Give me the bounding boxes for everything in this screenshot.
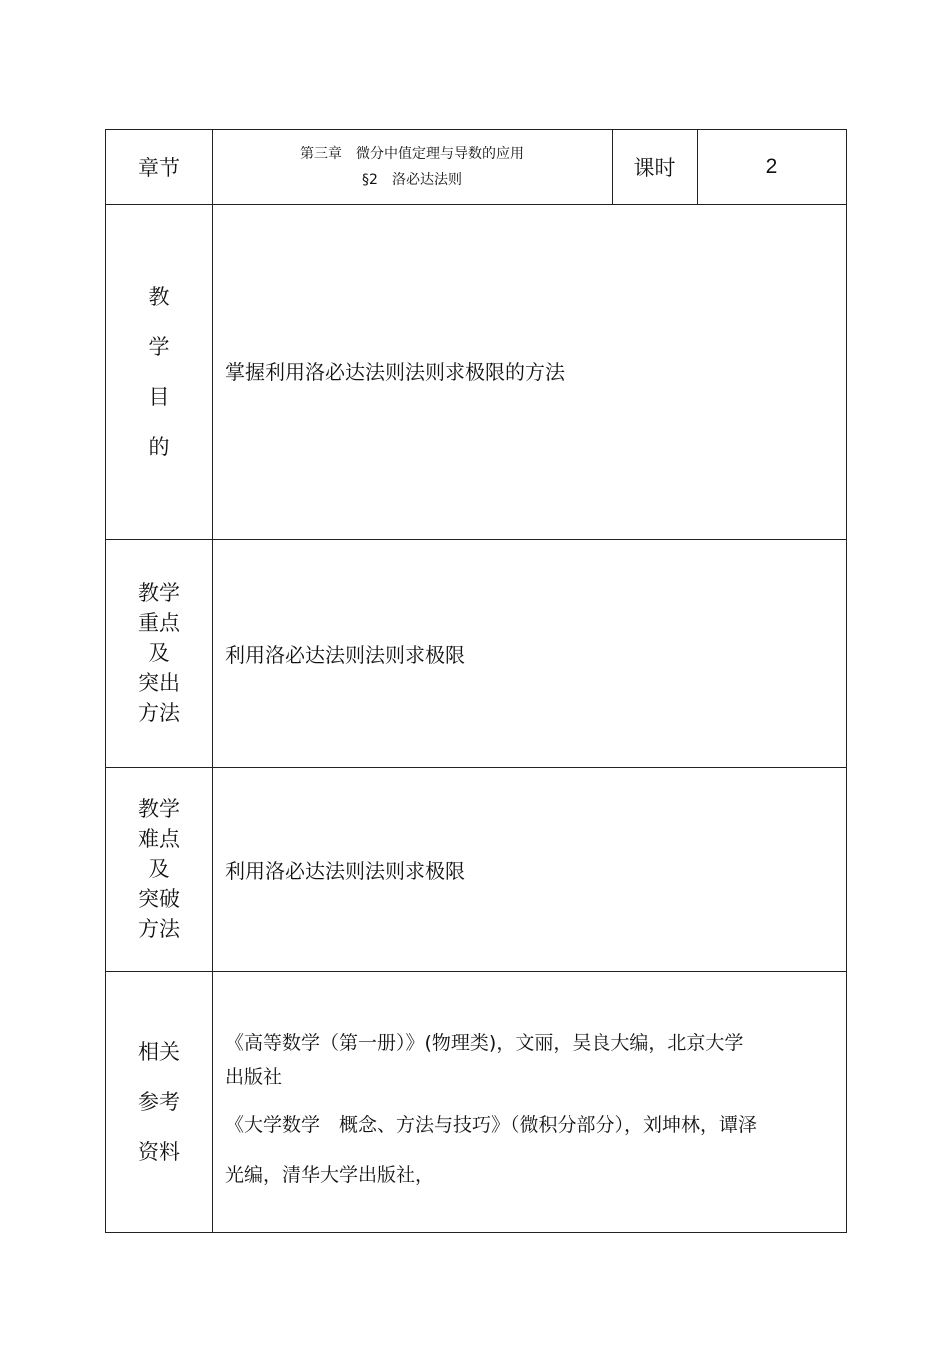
chapter-label: 章节 xyxy=(138,156,180,180)
reference-2-line-1: 《大学数学 概念、方法与技巧》（微积分部分），刘坤林，谭泽 xyxy=(225,1114,758,1136)
chapter-title: 第三章 微分中值定理与导数的应用 xyxy=(300,146,524,162)
key-points-content: 利用洛必达法则法则求极限 xyxy=(225,642,465,667)
objective-label-char: 的 xyxy=(148,434,170,459)
key-points-label xyxy=(106,539,212,767)
difficulties-label-line: 方法 xyxy=(138,917,180,941)
difficulties-content: 利用洛必达法则法则求极限 xyxy=(225,858,465,883)
key-points-label-line: 及 xyxy=(148,641,170,665)
section-title: §2 洛必达法则 xyxy=(362,172,462,188)
lesson-plan-table xyxy=(105,129,847,1233)
difficulties-label xyxy=(106,767,212,971)
reference-2-line-2: 光编，清华大学出版社， xyxy=(225,1164,435,1186)
difficulties-label-line: 难点 xyxy=(138,827,180,851)
objective-content: 掌握利用洛必达法则法则求极限的方法 xyxy=(225,360,565,384)
difficulties-label-line: 及 xyxy=(148,857,170,881)
reference-1-line-2: 出版社 xyxy=(225,1066,283,1088)
key-points-label-line: 方法 xyxy=(138,701,180,725)
key-points-label-line: 教学 xyxy=(138,581,180,605)
references-label-line: 相关 xyxy=(138,1039,180,1064)
hours-value: 2 xyxy=(765,155,778,178)
reference-1-line-1: 《高等数学（第一册）》(物理类)，文丽，吴良大编，北京大学 xyxy=(225,1032,744,1054)
references-label-line: 参考 xyxy=(138,1089,180,1114)
references-label-line: 资料 xyxy=(138,1139,180,1164)
references-content xyxy=(212,971,846,1232)
objective-label xyxy=(106,204,212,539)
references-label xyxy=(106,971,212,1232)
chapter-title-cell xyxy=(212,130,612,204)
objective-label-char: 教 xyxy=(148,284,170,309)
objective-label-char: 目 xyxy=(148,384,170,409)
key-points-label-line: 突出 xyxy=(138,671,180,695)
key-points-label-line: 重点 xyxy=(138,611,180,635)
objective-label-char: 学 xyxy=(148,334,170,359)
difficulties-label-line: 突破 xyxy=(138,887,180,911)
hours-label: 课时 xyxy=(633,156,676,180)
difficulties-label-line: 教学 xyxy=(138,797,180,821)
